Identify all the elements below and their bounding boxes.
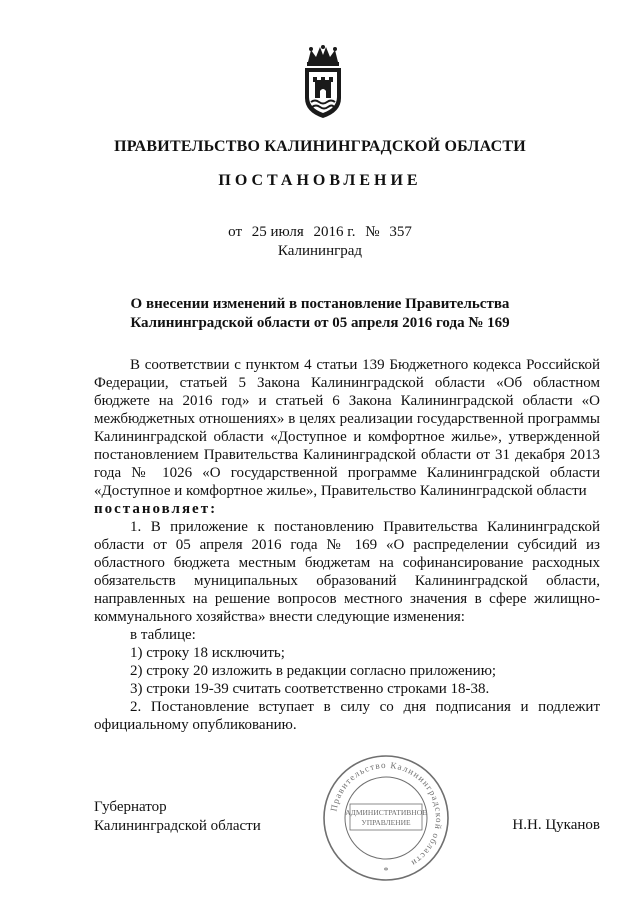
document-number: 357 [389,224,412,240]
list-item: 1) строку 18 исключить; [130,645,285,661]
city: Калининград [277,243,363,259]
coat-of-arms-icon [296,44,350,120]
number-sign: № [365,224,380,240]
date-prefix: от [228,224,243,240]
clause-2-paragraph: 2. Постановление вступает в силу со дня подписания и подлежит официальному опубликованию. [94,699,600,733]
document-body [94,356,600,734]
signatory-title-line-2: Калининградской области [94,818,261,834]
document-date: 25 июля [251,224,304,240]
document-subject [0,295,640,333]
table-intro: в таблице: [130,627,196,643]
svg-text:Правительство Калининградской: Правительство Калининградской области [328,759,445,869]
list-item: 3) строки 19-39 считать соответственно строками 18-38. [130,681,490,697]
svg-text:УПРАВЛЕНИЕ: УПРАВЛЕНИЕ [361,818,411,827]
subject-line-1: О внесении изменений в постановление Правительства [130,296,510,312]
signatory-title [94,798,261,836]
organization-name: ПРАВИТЕЛЬСТВО КАЛИНИНГРАДСКОЙ ОБЛАСТИ [114,138,526,155]
list-item: 2) строку 20 изложить в редакции согласно приложению; [130,663,497,679]
signatory-name: Н.Н. Цуканов [512,817,600,833]
document-year: 2016 г. [313,224,356,240]
clause-1-paragraph: 1. В приложение к постановлению Правительства Калининградской области от 05 апреля 2016 года № 169 «О распределении субсидий из областного бюджета местным бюджетам на софинансирование расходных обязательств муниципальных образований Калининградской области, направленных на решение вопросов местного значения в сфере жилищно-коммунального хозяйства» внести следующие изменения: [94,519,600,625]
svg-text:*: * [383,866,389,877]
subject-line-2: Калининградской области от 05 апреля 2016 года № 169 [130,315,510,331]
document-type: ПОСТАНОВЛЕНИЕ [218,172,422,189]
decree-keyword: постановляет: [94,501,218,517]
svg-text:АДМИНИСТРАТИВНОЕ: АДМИНИСТРАТИВНОЕ [345,808,427,817]
signatory-title-line-1: Губернатор [94,799,167,815]
date-line [0,224,640,241]
official-seal-icon [320,752,452,884]
preamble-paragraph: В соответствии с пунктом 4 статьи 139 Бюджетного кодекса Российской Федерации, статьей 5 Закона Калининградской области «Об областном бюджете на 2016 год» и статьей 6 Закона Калининградской области «О межбюджетных отношениях» в целях реализации государственной программы Калининградской области «Доступное и комфортное жилье», утвержденной постановлением Правительства Калининградской области от 31 декабря 2013 года № 1026 «О государственной программе Калининградской области «Доступное и комфортное жилье», Правительство Калининградской области [94,357,600,499]
